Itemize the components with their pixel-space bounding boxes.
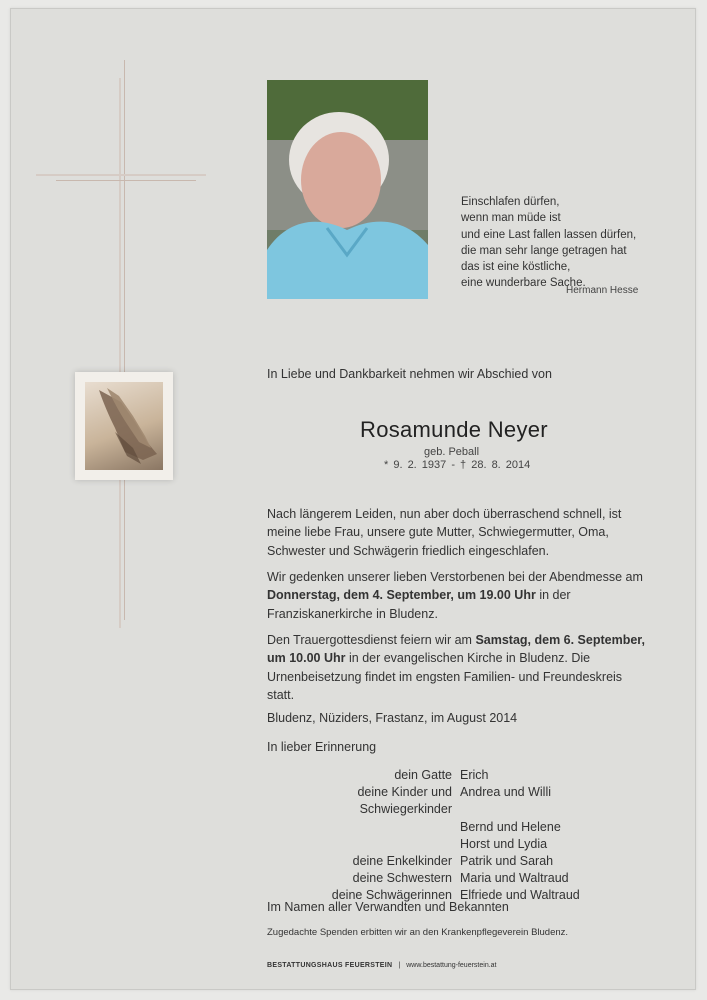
mourner-names: Erich xyxy=(460,768,489,782)
deceased-name: Rosamunde Neyer xyxy=(360,417,548,442)
mourner-row xyxy=(263,819,630,836)
intro-text: In Liebe und Dankbarkeit nehmen wir Abschied von xyxy=(267,367,552,381)
mourner-names: Patrik und Sarah xyxy=(460,854,554,869)
footer-separator: | xyxy=(398,962,401,969)
mourner-names: Bernd und Helene xyxy=(460,819,561,834)
funeral-home-name: BESTATTUNGSHAUS FEUERSTEIN xyxy=(267,962,393,969)
family-note: Im Namen aller Verwandten und Bekannten xyxy=(267,900,509,914)
funeral-service-paragraph xyxy=(267,631,647,704)
paragraph-text: in der evangelischen Kirche in Bludenz. Die Urnenbeisetzung findet im engsten Familien- und Freundeskreis statt. xyxy=(267,651,623,702)
evening-mass-paragraph xyxy=(267,568,647,623)
cross-horizontal-line xyxy=(56,180,196,181)
place-date: Bludenz, Nüziders, Frastanz, im August 2014 xyxy=(267,711,518,725)
poem-quote xyxy=(461,194,636,292)
mourner-relation: deine Schwägerinnen xyxy=(331,888,452,903)
life-dates: * 9. 2. 1937 - † 28. 8. 2014 xyxy=(384,459,531,471)
poem-line: die man sehr lange getragen hat xyxy=(461,244,627,257)
mourner-relation: dein Gatte xyxy=(394,768,452,782)
cross-vertical-beam xyxy=(119,78,121,628)
mourners-list xyxy=(263,767,630,905)
mourner-row xyxy=(263,853,630,870)
mass-date-time: Donnerstag, dem 4. September, um 19.00 Uhr xyxy=(267,588,536,603)
cross-horizontal-beam xyxy=(36,174,206,176)
poem-author: Hermann Hesse xyxy=(566,285,639,296)
mourner-row xyxy=(263,870,630,887)
praying-hands-icon xyxy=(85,382,163,470)
mourner-row xyxy=(263,836,630,853)
service-date-time: Samstag, dem 6. September, um 10.00 Uhr xyxy=(267,633,645,666)
paragraph-text: Den Trauergottesdienst feiern wir am xyxy=(267,633,476,647)
mourner-relation: deine Kinder und Schwiegerkinder xyxy=(357,785,452,817)
mourner-names: Andrea und Willi xyxy=(460,785,552,800)
poem-line: wenn man müde ist xyxy=(461,212,561,225)
mourner-relation xyxy=(263,819,460,836)
paragraph-text: Wir gedenken unserer lieben Verstorbenen bei der Abendmesse am xyxy=(267,570,643,584)
paragraph-text: in der Franziskanerkirche in Bludenz. xyxy=(267,588,571,621)
praying-hands-image xyxy=(75,372,173,480)
funeral-home-website: www.bestattung-feuerstein.at xyxy=(406,962,497,969)
poem-line: eine wunderbare Sache. xyxy=(461,277,586,290)
birth-name: geb. Peball xyxy=(424,446,480,458)
mourner-names: Maria und Waltraud xyxy=(460,871,569,886)
mourner-row xyxy=(263,767,630,784)
memory-heading: In lieber Erinnerung xyxy=(267,740,377,754)
donation-note: Zugedachte Spenden erbitten wir an den Krankenpflegeverein Bludenz. xyxy=(267,927,569,938)
mourner-relation xyxy=(263,836,460,853)
footer xyxy=(267,962,497,969)
mourner-names: Elfriede und Waltraud xyxy=(460,888,580,903)
poem-line: und eine Last fallen lassen dürfen, xyxy=(461,228,637,241)
mourner-relation: deine Enkelkinder xyxy=(352,854,452,869)
mourner-row xyxy=(263,784,630,818)
announcement-paragraph: Nach längerem Leiden, nun aber doch überraschend schnell, ist meine liebe Frau, unsere gute Mutter, Schwiegermutter, Oma, Schwester und Schwägerin friedlich eingeschlafen. xyxy=(267,507,622,558)
poem-line: das ist eine köstliche, xyxy=(461,261,571,274)
portrait-photo xyxy=(267,80,428,299)
mourner-relation: deine Schwestern xyxy=(352,871,452,886)
poem-line: Einschlafen dürfen, xyxy=(461,196,560,208)
mourner-names: Horst und Lydia xyxy=(460,836,548,851)
cross-vertical-line xyxy=(124,60,125,620)
